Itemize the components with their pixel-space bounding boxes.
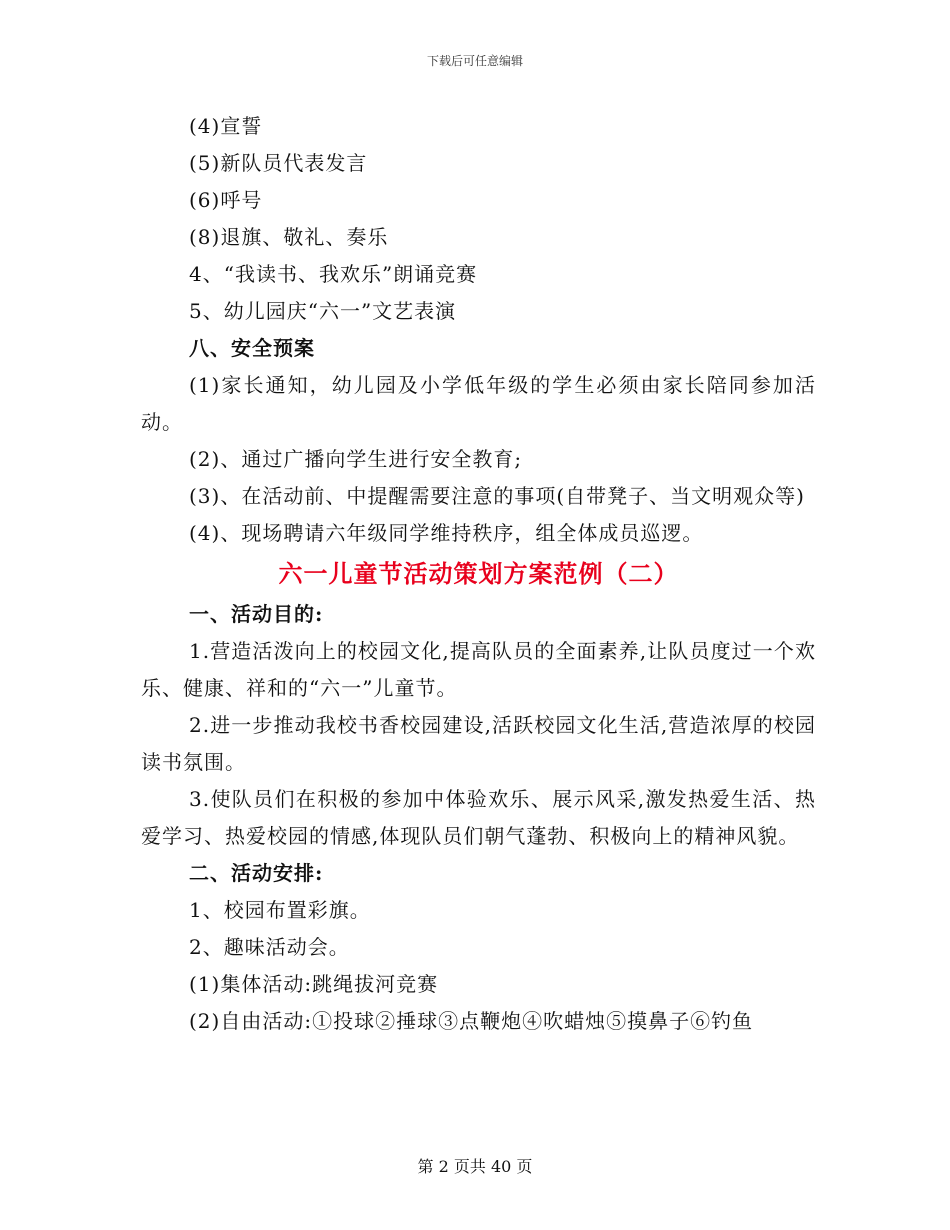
safety-item: (1)家长通知，幼儿园及小学低年级的学生必须由家长陪同参加活动。: [141, 373, 816, 434]
goal-item: 1.营造活泼向上的校园文化,提高队员的全面素养,让队员度过一个欢乐、健康、祥和的“六一”儿童节。: [141, 639, 816, 700]
arrangement-item: 1、校园布置彩旗。: [189, 898, 371, 922]
goal-heading: 一、活动目的:: [189, 602, 324, 626]
goal-item: 3.使队员们在积极的参加中体验欢乐、展示风采,激发热爱生活、热爱学习、热爱校园的情感,体现队员们朝气蓬勃、积极向上的精神风貌。: [141, 787, 816, 848]
goal-item: 2.进一步推动我校书香校园建设,活跃校园文化生活,营造浓厚的校园读书氛围。: [141, 713, 816, 774]
section-title: 六一儿童节活动策划方案范例（二）: [278, 559, 679, 588]
list-item: 5、幼儿园庆“六一”文艺表演: [189, 299, 457, 323]
list-item: 4、“我读书、我欢乐”朗诵竞赛: [189, 262, 478, 286]
arrangement-item: (1)集体活动:跳绳拔河竞赛: [189, 972, 439, 996]
safety-heading: 八、安全预案: [189, 336, 315, 360]
list-item: (8)退旗、敬礼、奏乐: [189, 225, 389, 249]
arrangement-heading: 二、活动安排:: [189, 861, 324, 885]
list-item: (4)宣誓: [189, 114, 263, 138]
list-item: (6)呼号: [189, 188, 263, 212]
arrangement-item: 2、趣味活动会。: [189, 935, 350, 959]
safety-item: (3)、在活动前、中提醒需要注意的事项(自带凳子、当文明观众等): [189, 484, 805, 508]
arrangement-item: (2)自由活动:①投球②捶球③点鞭炮④吹蜡烛⑤摸鼻子⑥钓鱼: [189, 1009, 754, 1033]
safety-item: (2)、通过广播向学生进行安全教育;: [189, 447, 523, 471]
page-header: 下载后可任意编辑: [426, 54, 523, 68]
safety-item: (4)、现场聘请六年级同学维持秩序，组全体成员巡逻。: [189, 521, 704, 545]
document-body: [141, 108, 816, 1040]
list-item: (5)新队员代表发言: [189, 151, 368, 175]
page-footer: 第 2 页共 40 页: [417, 1157, 533, 1176]
